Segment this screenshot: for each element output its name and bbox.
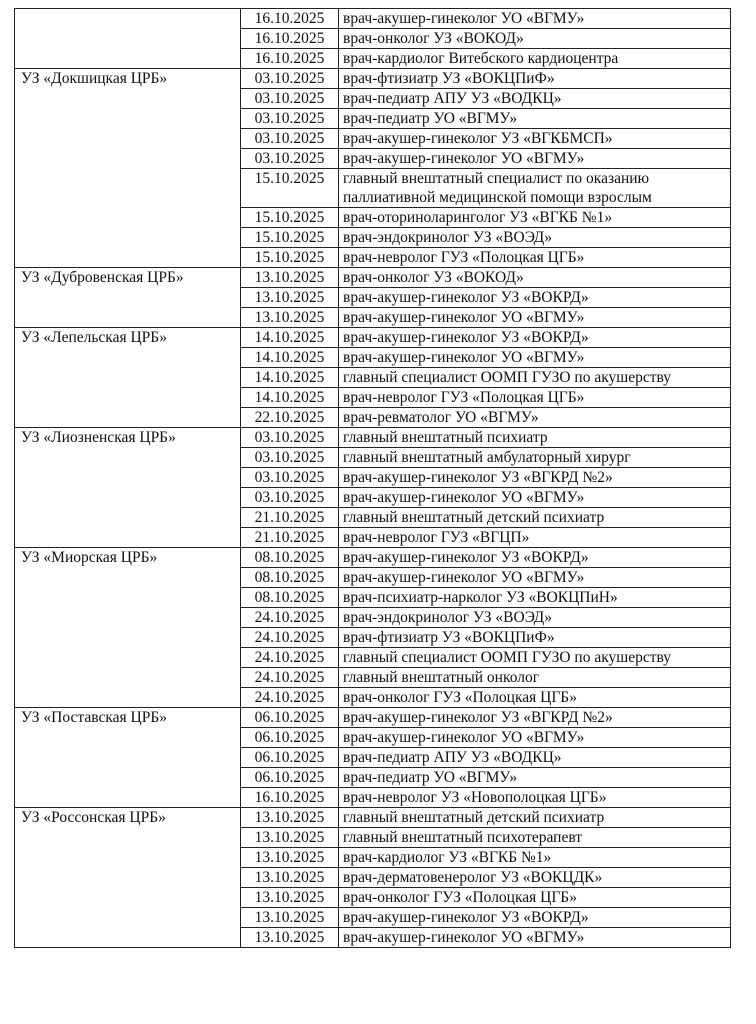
specialist-cell: врач-невролог УЗ «Новополоцкая ЦГБ» bbox=[339, 788, 731, 808]
date-cell: 24.10.2025 bbox=[241, 628, 339, 648]
specialist-cell: главный внештатный психиатр bbox=[339, 428, 731, 448]
specialist-cell: врач-эндокринолог УЗ «ВОЭД» bbox=[339, 608, 731, 628]
date-cell: 16.10.2025 bbox=[241, 788, 339, 808]
specialist-cell: врач-акушер-гинеколог УО «ВГМУ» bbox=[339, 928, 731, 948]
date-cell: 08.10.2025 bbox=[241, 588, 339, 608]
specialist-cell: главный внештатный амбулаторный хирург bbox=[339, 448, 731, 468]
date-cell: 21.10.2025 bbox=[241, 528, 339, 548]
table-row bbox=[15, 428, 731, 448]
date-cell: 03.10.2025 bbox=[241, 488, 339, 508]
date-cell: 14.10.2025 bbox=[241, 368, 339, 388]
specialist-cell: врач-онколог ГУЗ «Полоцкая ЦГБ» bbox=[339, 688, 731, 708]
date-cell: 15.10.2025 bbox=[241, 228, 339, 248]
specialist-cell: главный внештатный детский психиатр bbox=[339, 508, 731, 528]
date-cell: 03.10.2025 bbox=[241, 428, 339, 448]
date-cell: 21.10.2025 bbox=[241, 508, 339, 528]
date-cell: 13.10.2025 bbox=[241, 908, 339, 928]
specialist-cell: врач-акушер-гинеколог УЗ «ВГКБМСП» bbox=[339, 129, 731, 149]
date-cell: 24.10.2025 bbox=[241, 648, 339, 668]
specialist-cell: врач-оториноларинголог УЗ «ВГКБ №1» bbox=[339, 208, 731, 228]
specialist-cell: главный специалист ООМП ГУЗО по акушерству bbox=[339, 648, 731, 668]
table-row bbox=[15, 808, 731, 828]
date-cell: 03.10.2025 bbox=[241, 89, 339, 109]
date-cell: 15.10.2025 bbox=[241, 169, 339, 208]
specialist-cell: врач-акушер-гинеколог УО «ВГМУ» bbox=[339, 149, 731, 169]
specialist-cell: врач-онколог УЗ «ВОКОД» bbox=[339, 29, 731, 49]
specialist-cell: врач-ревматолог УО «ВГМУ» bbox=[339, 408, 731, 428]
specialist-cell: главный специалист ООМП ГУЗО по акушерству bbox=[339, 368, 731, 388]
table-row bbox=[15, 9, 731, 29]
date-cell: 14.10.2025 bbox=[241, 328, 339, 348]
date-cell: 22.10.2025 bbox=[241, 408, 339, 428]
specialist-cell: врач-акушер-гинеколог УЗ «ВОКРД» bbox=[339, 328, 731, 348]
specialist-cell: врач-онколог УЗ «ВОКОД» bbox=[339, 268, 731, 288]
date-cell: 08.10.2025 bbox=[241, 548, 339, 568]
date-cell: 13.10.2025 bbox=[241, 828, 339, 848]
specialist-cell: главный внештатный детский психиатр bbox=[339, 808, 731, 828]
institution-cell bbox=[15, 9, 241, 69]
date-cell: 13.10.2025 bbox=[241, 808, 339, 828]
date-cell: 15.10.2025 bbox=[241, 248, 339, 268]
specialist-cell: врач-акушер-гинеколог УЗ «ВГКРД №2» bbox=[339, 468, 731, 488]
specialist-cell: врач-кардиолог УЗ «ВГКБ №1» bbox=[339, 848, 731, 868]
institution-cell: УЗ «Докшицкая ЦРБ» bbox=[15, 69, 241, 268]
specialist-cell: врач-эндокринолог УЗ «ВОЭД» bbox=[339, 228, 731, 248]
specialist-cell: врач-невролог ГУЗ «Полоцкая ЦГБ» bbox=[339, 248, 731, 268]
date-cell: 16.10.2025 bbox=[241, 9, 339, 29]
table-row bbox=[15, 328, 731, 348]
specialist-cell: врач-акушер-гинеколог УЗ «ВГКРД №2» bbox=[339, 708, 731, 728]
specialist-cell: врач-педиатр УО «ВГМУ» bbox=[339, 109, 731, 129]
specialist-cell: врач-акушер-гинеколог УЗ «ВОКРД» bbox=[339, 908, 731, 928]
date-cell: 06.10.2025 bbox=[241, 768, 339, 788]
date-cell: 03.10.2025 bbox=[241, 149, 339, 169]
table-row bbox=[15, 708, 731, 728]
date-cell: 14.10.2025 bbox=[241, 388, 339, 408]
specialist-cell: врач-дерматовенеролог УЗ «ВОКЦДК» bbox=[339, 868, 731, 888]
specialist-cell: врач-акушер-гинеколог УО «ВГМУ» bbox=[339, 308, 731, 328]
specialist-cell: врач-невролог ГУЗ «ВГЦП» bbox=[339, 528, 731, 548]
date-cell: 03.10.2025 bbox=[241, 448, 339, 468]
institution-cell: УЗ «Поставская ЦРБ» bbox=[15, 708, 241, 808]
schedule-table bbox=[14, 8, 731, 948]
date-cell: 13.10.2025 bbox=[241, 928, 339, 948]
institution-cell: УЗ «Дубровенская ЦРБ» bbox=[15, 268, 241, 328]
date-cell: 03.10.2025 bbox=[241, 69, 339, 89]
specialist-cell: врач-педиатр АПУ УЗ «ВОДКЦ» bbox=[339, 89, 731, 109]
date-cell: 24.10.2025 bbox=[241, 668, 339, 688]
date-cell: 16.10.2025 bbox=[241, 29, 339, 49]
specialist-cell: врач-психиатр-нарколог УЗ «ВОКЦПиН» bbox=[339, 588, 731, 608]
specialist-cell: врач-акушер-гинеколог УЗ «ВОКРД» bbox=[339, 288, 731, 308]
specialist-cell: врач-онколог ГУЗ «Полоцкая ЦГБ» bbox=[339, 888, 731, 908]
date-cell: 13.10.2025 bbox=[241, 888, 339, 908]
date-cell: 06.10.2025 bbox=[241, 728, 339, 748]
specialist-cell: врач-акушер-гинеколог УО «ВГМУ» bbox=[339, 728, 731, 748]
date-cell: 24.10.2025 bbox=[241, 688, 339, 708]
table-row bbox=[15, 268, 731, 288]
institution-cell: УЗ «Лиозненская ЦРБ» bbox=[15, 428, 241, 548]
date-cell: 24.10.2025 bbox=[241, 608, 339, 628]
specialist-cell: врач-акушер-гинеколог УО «ВГМУ» bbox=[339, 348, 731, 368]
date-cell: 03.10.2025 bbox=[241, 109, 339, 129]
table-row bbox=[15, 548, 731, 568]
table-row bbox=[15, 69, 731, 89]
institution-cell: УЗ «Миорская ЦРБ» bbox=[15, 548, 241, 708]
date-cell: 06.10.2025 bbox=[241, 748, 339, 768]
date-cell: 13.10.2025 bbox=[241, 868, 339, 888]
specialist-cell: врач-акушер-гинеколог УЗ «ВОКРД» bbox=[339, 548, 731, 568]
specialist-cell: врач-кардиолог Витебского кардиоцентра bbox=[339, 49, 731, 69]
date-cell: 03.10.2025 bbox=[241, 468, 339, 488]
specialist-cell: врач-акушер-гинеколог УО «ВГМУ» bbox=[339, 9, 731, 29]
specialist-cell: врач-фтизиатр УЗ «ВОКЦПиФ» bbox=[339, 69, 731, 89]
schedule-table-body bbox=[15, 9, 731, 948]
date-cell: 13.10.2025 bbox=[241, 288, 339, 308]
specialist-cell: главный внештатный специалист по оказанию паллиативной медицинской помощи взрослым bbox=[339, 169, 731, 208]
specialist-cell: врач-акушер-гинеколог УО «ВГМУ» bbox=[339, 568, 731, 588]
date-cell: 13.10.2025 bbox=[241, 308, 339, 328]
date-cell: 08.10.2025 bbox=[241, 568, 339, 588]
date-cell: 14.10.2025 bbox=[241, 348, 339, 368]
specialist-cell: главный внештатный психотерапевт bbox=[339, 828, 731, 848]
date-cell: 13.10.2025 bbox=[241, 848, 339, 868]
date-cell: 06.10.2025 bbox=[241, 708, 339, 728]
specialist-cell: главный внештатный онколог bbox=[339, 668, 731, 688]
specialist-cell: врач-педиатр АПУ УЗ «ВОДКЦ» bbox=[339, 748, 731, 768]
specialist-cell: врач-акушер-гинеколог УО «ВГМУ» bbox=[339, 488, 731, 508]
date-cell: 13.10.2025 bbox=[241, 268, 339, 288]
date-cell: 15.10.2025 bbox=[241, 208, 339, 228]
specialist-cell: врач-педиатр УО «ВГМУ» bbox=[339, 768, 731, 788]
institution-cell: УЗ «Россонская ЦРБ» bbox=[15, 808, 241, 948]
date-cell: 16.10.2025 bbox=[241, 49, 339, 69]
institution-cell: УЗ «Лепельская ЦРБ» bbox=[15, 328, 241, 428]
specialist-cell: врач-невролог ГУЗ «Полоцкая ЦГБ» bbox=[339, 388, 731, 408]
specialist-cell: врач-фтизиатр УЗ «ВОКЦПиФ» bbox=[339, 628, 731, 648]
date-cell: 03.10.2025 bbox=[241, 129, 339, 149]
